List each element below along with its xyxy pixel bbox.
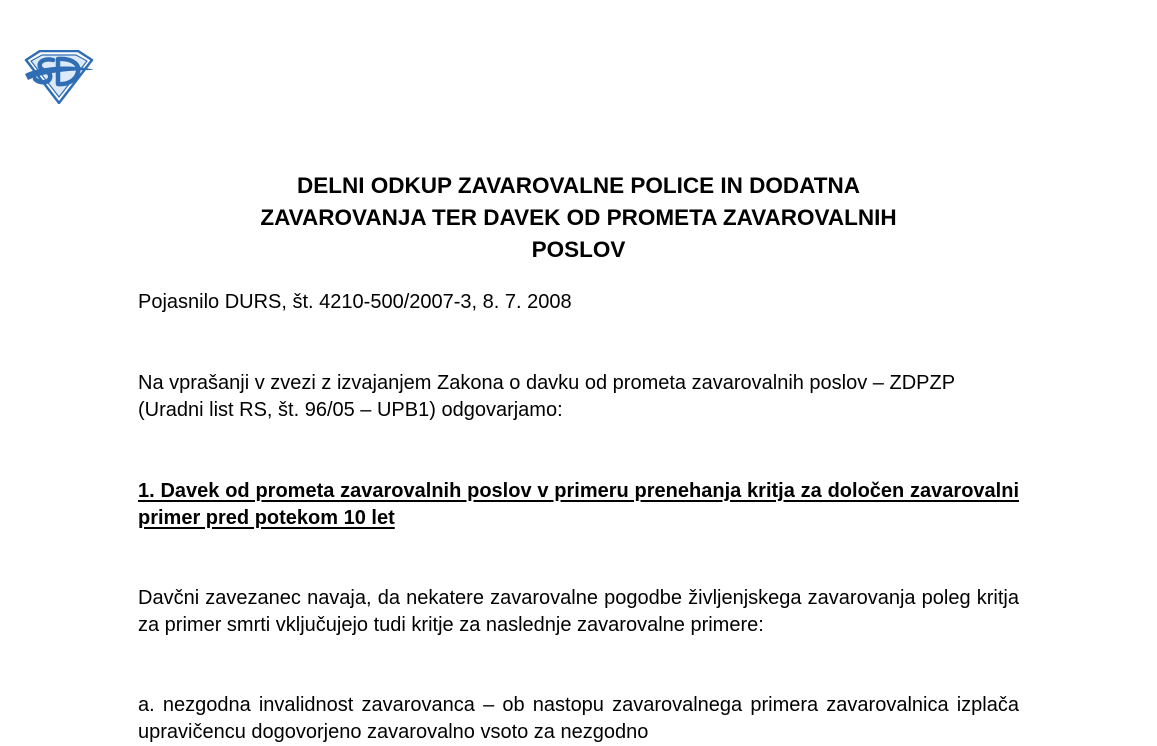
list-item-a: a. nezgodna invalidnost zavarovanca – ob nastopu zavarovalnega primera zavarovalnica izplača upravičencu dogovorjeno zavarovalno vsoto za nezgodno <box>138 694 1019 743</box>
intro-paragraph: Na vprašanji v zvezi z izvajanjem Zakona o davku od prometa zavarovalnih poslov – ZDPZP (Uradni list RS, št. 96/05 – UPB1) odgovarjamo: <box>138 372 955 421</box>
document-title <box>138 170 1019 266</box>
company-logo-icon <box>22 50 96 104</box>
title-line: ZAVAROVANJA TER DAVEK OD PROMETA ZAVAROVALNIH <box>260 205 897 230</box>
document-reference: Pojasnilo DURS, št. 4210-500/2007-3, 8. 7. 2008 <box>138 291 572 313</box>
title-line: POSLOV <box>531 237 626 262</box>
section-heading: 1. Davek od prometa zavarovalnih poslov v primeru prenehanja kritja za določen zavarovalni primer pred potekom 10 let <box>138 480 1019 529</box>
body-paragraph: Davčni zavezanec navaja, da nekatere zavarovalne pogodbe življenjskega zavarovanja poleg kritja za primer smrti vključujejo tudi kritje za naslednje zavarovalne primere: <box>138 587 1019 636</box>
title-line: DELNI ODKUP ZAVAROVALNE POLICE IN DODATNA <box>297 173 860 198</box>
